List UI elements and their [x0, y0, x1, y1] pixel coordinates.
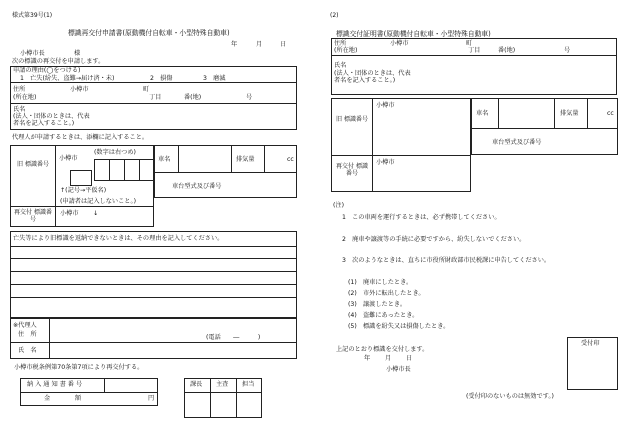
cert-new-plate-label: 再交付 標識番号 — [336, 163, 368, 177]
invalid-note: (受付印のないものは無効です。) — [466, 393, 554, 400]
note-item-3: 3 次のようなときは、直ちに市役所財政部市民税課に申告してください。 — [342, 257, 551, 264]
vehicle-displacement-label: 排気量 — [236, 156, 255, 163]
reception-seal-label: 受付印 — [581, 340, 600, 347]
agent-label: ※代理人 — [13, 322, 37, 329]
agent-phone: (電話 ― ) — [206, 334, 261, 341]
old-plate-symbol-cell[interactable] — [70, 170, 92, 186]
note-item-2: 2 廃車や譲渡等の手続に必要ですから、紛失しないでください。 — [342, 236, 526, 243]
stamp-chief: 課長 — [190, 381, 203, 388]
reason-option-2[interactable]: 2 損傷 — [150, 75, 173, 82]
form-title: 標識再交付申請書(原動機付自転車・小型特殊自動車) — [68, 29, 230, 37]
date-month: 月 — [256, 41, 263, 48]
notes-heading: (注) — [333, 202, 345, 209]
reason-option-1[interactable]: 1 亡失(紛失、盗難→届け済・未) — [20, 75, 115, 82]
holder-address-banchi: 番(地) — [498, 47, 516, 54]
address-banchi: 番(地) — [184, 94, 202, 101]
addressee-mayor: 小樽市長 — [20, 50, 45, 57]
page-number: (2) — [330, 12, 339, 19]
date-year: 年 — [231, 41, 238, 48]
cert-statement: 上記のとおり標識を交付します。 — [336, 346, 429, 353]
cert-new-plate-city: 小樽市 — [376, 159, 395, 166]
holder-address-chome: 丁目 — [468, 47, 481, 54]
address-chome: 丁目 — [149, 94, 162, 101]
intro-text: 次の標識の再交付を申請します。 — [12, 58, 105, 65]
ordinance-text: 小樽市税条例第70条第7項により再交付する。 — [14, 364, 144, 371]
old-plate-city: 小樽市 — [59, 155, 78, 162]
cert-mayor: 小樽市長 — [386, 366, 411, 373]
holder-name-note-1: (法人・団体のときは、代表 — [334, 70, 411, 77]
agent-name-label: 氏 名 — [18, 347, 37, 354]
cert-month: 月 — [385, 355, 392, 362]
new-plate-label: 再交付 標識番号 — [14, 209, 52, 223]
loss-reason-note: 亡失等により旧標識を返納できないときは、その理由を記入してください。 — [13, 235, 224, 242]
new-plate-city: 小樽市 — [60, 210, 79, 217]
cert-year: 年 — [364, 355, 371, 362]
form-number: 様式第39号(1) — [12, 12, 53, 19]
vehicle-chassis-label: 車台型式及び番号 — [172, 183, 222, 190]
payment-yen-unit: 円 — [148, 395, 155, 402]
old-plate-applicant-note: (申請者は記入しないこと。) — [60, 198, 136, 205]
stamp-staff: 担当 — [242, 381, 255, 388]
agent-note: 代理人が申請するときは、添欄に記入すること。 — [12, 134, 149, 141]
cert-vehicle-cc-unit: cc — [607, 110, 614, 117]
cert-vehicle-chassis-label: 車台型式及び番号 — [492, 139, 542, 146]
vehicle-cc-unit: cc — [287, 156, 294, 163]
payment-notice-label: 納 入 通 知 書 番 号 — [27, 381, 83, 388]
reason-label: 申請の理由(◯をつける) — [13, 67, 81, 74]
holder-address-label: 住所 — [334, 40, 347, 47]
holder-address-city: 小樽市 — [390, 40, 409, 47]
new-plate-arrow: ↓ — [93, 210, 99, 217]
address-go: 号 — [246, 94, 253, 101]
cert-vehicle-maker-label: 車名 — [476, 110, 489, 117]
old-plate-number-note: (数字は右つめ) — [94, 149, 136, 156]
reason-option-3[interactable]: 3 磨滅 — [203, 75, 226, 82]
holder-name-note-2: 者名を記入すること。) — [334, 77, 396, 84]
address-sub-label: (所在地) — [13, 94, 37, 101]
cert-day: 日 — [406, 355, 413, 362]
note-sub-item-2: (2) 市外に転出したとき。 — [348, 290, 425, 297]
vehicle-maker-label: 車名 — [158, 156, 171, 163]
stamp-supervisor: 主査 — [216, 381, 229, 388]
cert-old-plate-label: 旧 標識番号 — [336, 116, 368, 123]
old-plate-symbol-note: ↑(記号→平仮名) — [60, 187, 107, 194]
note-item-1: 1 この車両を運行するときは、必ず携帯してください。 — [342, 214, 501, 221]
holder-address-sub-label: (所在地) — [334, 47, 358, 54]
holder-address-go: 号 — [564, 47, 571, 54]
note-sub-item-4: (4) 盗難にあったとき。 — [348, 312, 419, 319]
note-sub-item-5: (5) 標識を紛失又は損傷したとき。 — [348, 323, 450, 330]
payment-amount-label: 金 額 — [44, 395, 82, 402]
address-town: 町 — [143, 86, 150, 93]
holder-name-label: 氏名 — [334, 62, 347, 69]
name-note-2: 者名を記入すること。) — [13, 120, 75, 127]
holder-address-town: 町 — [466, 40, 473, 47]
note-sub-item-1: (1) 廃車にしたとき。 — [348, 279, 413, 286]
name-label: 氏名 — [13, 106, 26, 113]
address-city: 小樽市 — [70, 86, 89, 93]
old-plate-label: 旧 標識番号 — [17, 161, 49, 168]
cert-old-plate-city: 小樽市 — [376, 102, 395, 109]
name-note-1: (法人・団体のときは、代表 — [13, 113, 90, 120]
cert-plate-table — [331, 98, 471, 192]
address-label: 住所 — [13, 86, 26, 93]
cert-title: 標識交付証明書(原動機付自転車・小型特殊自動車) — [336, 30, 491, 38]
addressee-honorific: 様 — [74, 50, 81, 57]
loss-reason-box[interactable] — [10, 231, 297, 318]
cert-vehicle-displacement-label: 排気量 — [560, 110, 579, 117]
agent-address-label: 住 所 — [18, 331, 37, 338]
date-day: 日 — [280, 41, 287, 48]
note-sub-item-3: (3) 譲渡したとき。 — [348, 301, 407, 308]
